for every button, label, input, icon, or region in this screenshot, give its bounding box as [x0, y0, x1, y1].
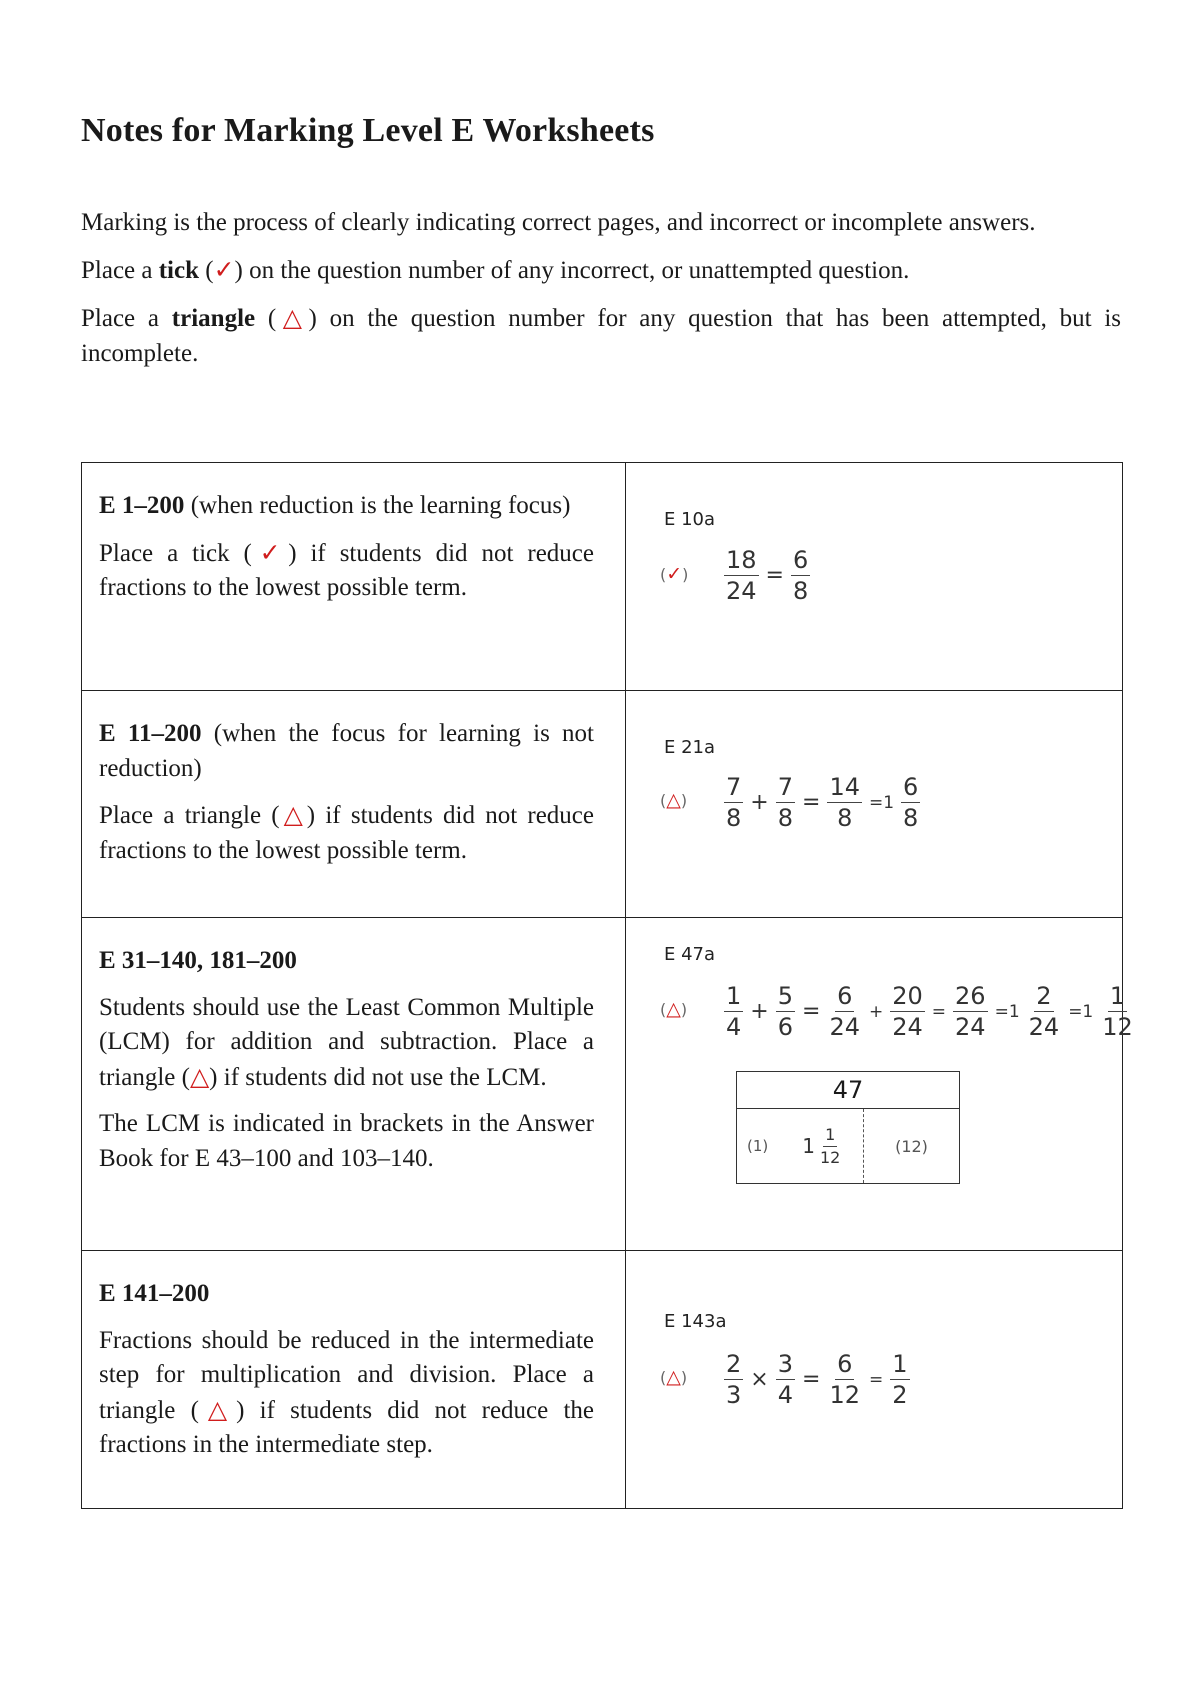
row-3-body1-pre: Students should use the Least Common Multiple (LCM) for addition and subtraction. Place a triangle ( [99, 993, 594, 1091]
fraction [724, 984, 743, 1039]
operator: = [802, 1367, 821, 1392]
numerator: 6 [792, 546, 809, 574]
numerator: 26 [955, 982, 986, 1010]
denominator: 8 [777, 804, 793, 832]
row-1-mark: (✓) [660, 563, 689, 585]
operator: = [765, 563, 784, 588]
fraction [776, 775, 795, 830]
denominator: 12 [829, 1381, 860, 1409]
operator: + [868, 1001, 884, 1022]
operator: × [750, 1367, 769, 1392]
row-2-ref: E 21a [664, 737, 716, 758]
fraction [827, 1352, 862, 1407]
answer-cell [737, 1109, 864, 1183]
numerator: 6 [837, 1350, 853, 1378]
row-4-body-post: ) if students did not reduce the fractions in the intermediate step. [99, 1396, 594, 1458]
numerator: 1 [892, 1350, 908, 1378]
denominator: 24 [1028, 1013, 1060, 1041]
fraction [953, 984, 988, 1039]
marking-table [81, 462, 1133, 1509]
row-2-mark: (△) [660, 789, 688, 811]
numerator: 3 [777, 1350, 793, 1378]
row-3-ref: E 47a [664, 944, 716, 965]
numerator: 6 [837, 982, 853, 1010]
fraction [818, 1124, 842, 1167]
operator: =1 [994, 1001, 1020, 1022]
denominator: 24 [726, 577, 757, 605]
operator: = [802, 790, 821, 815]
tick-icon: ✓ [213, 255, 235, 284]
row-3-body-1 [99, 991, 594, 1096]
fraction [776, 984, 795, 1039]
numerator: 5 [777, 982, 793, 1010]
row-1-heading-rest: (when reduction is the learning focus) [184, 492, 571, 519]
row-4-ref: E 143a [664, 1311, 727, 1332]
triangle-icon: △ [276, 303, 309, 332]
operator: =1 [1068, 1001, 1094, 1022]
row-3-body1-post: ) if students did not use the LCM. [209, 1063, 547, 1091]
row-2-body [99, 798, 594, 868]
numerator: 1 [823, 1127, 837, 1147]
intro-p2-bold: tick [158, 257, 200, 284]
intro-p2-post: ) on the question number of any incorrect, or unattempted question. [234, 257, 910, 284]
numerator: 7 [777, 773, 793, 801]
numerator: 7 [726, 773, 742, 801]
row-2-body-pre: Place a triangle ( [99, 802, 280, 829]
answer-number: 47 [737, 1072, 959, 1109]
row-3-heading-bold: E 31–140, 181–200 [99, 947, 297, 974]
numerator: 2 [1036, 982, 1052, 1010]
row-4-expression [721, 1352, 913, 1407]
denominator: 24 [892, 1013, 923, 1041]
row-2-expression [721, 775, 923, 830]
denominator: 12 [1102, 1013, 1133, 1041]
answer-lcm: (12) [895, 1136, 928, 1156]
denominator: 2 [892, 1381, 908, 1409]
intro-p2-pre: Place a [81, 257, 159, 284]
numerator: 1 [726, 982, 742, 1010]
fraction [724, 1352, 743, 1407]
row-1-description [82, 463, 626, 691]
row-3-example [626, 918, 1133, 1251]
row-4-heading [99, 1277, 594, 1312]
row-3-heading [99, 944, 594, 979]
row-3-body-2: The LCM is indicated in brackets in the Answer Book for E 43–100 and 103–140. [99, 1110, 594, 1172]
tick-icon: ✓ [666, 563, 683, 585]
table-row [82, 1251, 1123, 1509]
row-1-body-pre: Place a tick ( [99, 539, 252, 567]
triangle-icon: △ [666, 998, 681, 1020]
intro-section [81, 205, 1121, 383]
fraction [791, 548, 810, 603]
denominator: 8 [726, 804, 742, 832]
answer-cells [737, 1109, 959, 1183]
row-4-heading-bold: E 141–200 [99, 1280, 210, 1307]
denominator: 4 [777, 1381, 793, 1409]
row-2-body-post: ) if students did not reduce fractions to the lowest possible term. [99, 802, 594, 864]
denominator: 24 [829, 1013, 860, 1041]
row-4-body-pre: Fractions should be reduced in the intermediate step for multiplication and division. Place a triangle ( [99, 1326, 594, 1424]
fraction [724, 548, 759, 603]
operator: = [931, 1001, 947, 1022]
denominator: 8 [792, 577, 809, 605]
fraction [1027, 984, 1062, 1039]
row-1-expression [721, 548, 813, 603]
intro-p3-pre: Place a [81, 305, 172, 332]
fraction [776, 1352, 795, 1407]
answer-book-box [736, 1071, 960, 1184]
operator: =1 [868, 792, 895, 813]
row-1-body [99, 536, 594, 606]
operator: = [868, 1369, 884, 1390]
row-2-heading [99, 717, 594, 786]
row-4-mark: (△) [660, 1366, 688, 1388]
row-2-example [626, 691, 1123, 918]
table-row [82, 918, 1123, 1251]
table-row [82, 691, 1123, 918]
denominator: 6 [777, 1013, 793, 1041]
page-title: Notes for Marking Level E Worksheets [81, 112, 655, 149]
intro-paragraph-2: Place a tick (✓) on the question number of any incorrect, or unattempted question. [81, 255, 910, 284]
numerator: 18 [726, 546, 757, 574]
row-3-mark: (△) [660, 998, 688, 1020]
operator: + [750, 999, 769, 1024]
row-1-heading-bold: E 1–200 [99, 492, 185, 519]
row-4-description [82, 1251, 626, 1509]
numerator: 14 [829, 773, 860, 801]
row-3-expression [721, 984, 1138, 1039]
answer-label: (1) [747, 1137, 769, 1155]
numerator: 1 [1109, 982, 1126, 1010]
row-2-description [82, 691, 626, 918]
intro-paragraph-1: Marking is the process of clearly indicating correct pages, and incorrect or incomplete answers. [81, 209, 1036, 236]
numerator: 20 [892, 982, 923, 1010]
answer-whole: 1 [802, 1134, 815, 1158]
fraction [827, 775, 862, 830]
operator: + [750, 790, 769, 815]
triangle-icon: △ [666, 789, 681, 811]
row-1-body-post: ) if students did not reduce fractions to the lowest possible term. [99, 539, 594, 601]
row-4-example [626, 1251, 1123, 1509]
numerator: 2 [726, 1350, 742, 1378]
operator: = [802, 999, 821, 1024]
triangle-icon: △ [666, 1366, 681, 1388]
denominator: 24 [955, 1013, 986, 1041]
row-2-heading-bold: E 11–200 [99, 720, 202, 747]
numerator: 6 [903, 773, 919, 801]
triangle-icon: △ [279, 800, 307, 829]
intro-p3-post: ) on the question number for any question that has been attempted, but is incomplete. [81, 305, 1122, 367]
triangle-icon: △ [189, 1061, 210, 1091]
row-1-heading [99, 489, 594, 524]
fraction [890, 984, 925, 1039]
table-row [82, 463, 1123, 691]
fraction [890, 1352, 909, 1407]
tick-icon: ✓ [251, 537, 289, 567]
denominator: 8 [837, 804, 853, 832]
row-3-description [82, 918, 626, 1251]
intro-paragraph-3: Place a triangle (△) on the question number for any question that has been attempted, but is incomplete. [81, 303, 1122, 367]
row-2-heading-rest: (when the focus for learning is not reduction) [99, 720, 594, 782]
fraction [1100, 984, 1135, 1039]
row-4-body [99, 1324, 594, 1463]
fraction [724, 775, 743, 830]
fraction [827, 984, 862, 1039]
fraction [901, 775, 920, 830]
denominator: 12 [819, 1147, 841, 1167]
row-1-example [626, 463, 1123, 691]
denominator: 3 [726, 1381, 742, 1409]
intro-p3-bold: triangle [171, 305, 256, 332]
row-1-ref: E 10a [664, 509, 716, 530]
triangle-icon: △ [198, 1394, 237, 1424]
denominator: 8 [903, 804, 919, 832]
denominator: 4 [726, 1013, 742, 1041]
